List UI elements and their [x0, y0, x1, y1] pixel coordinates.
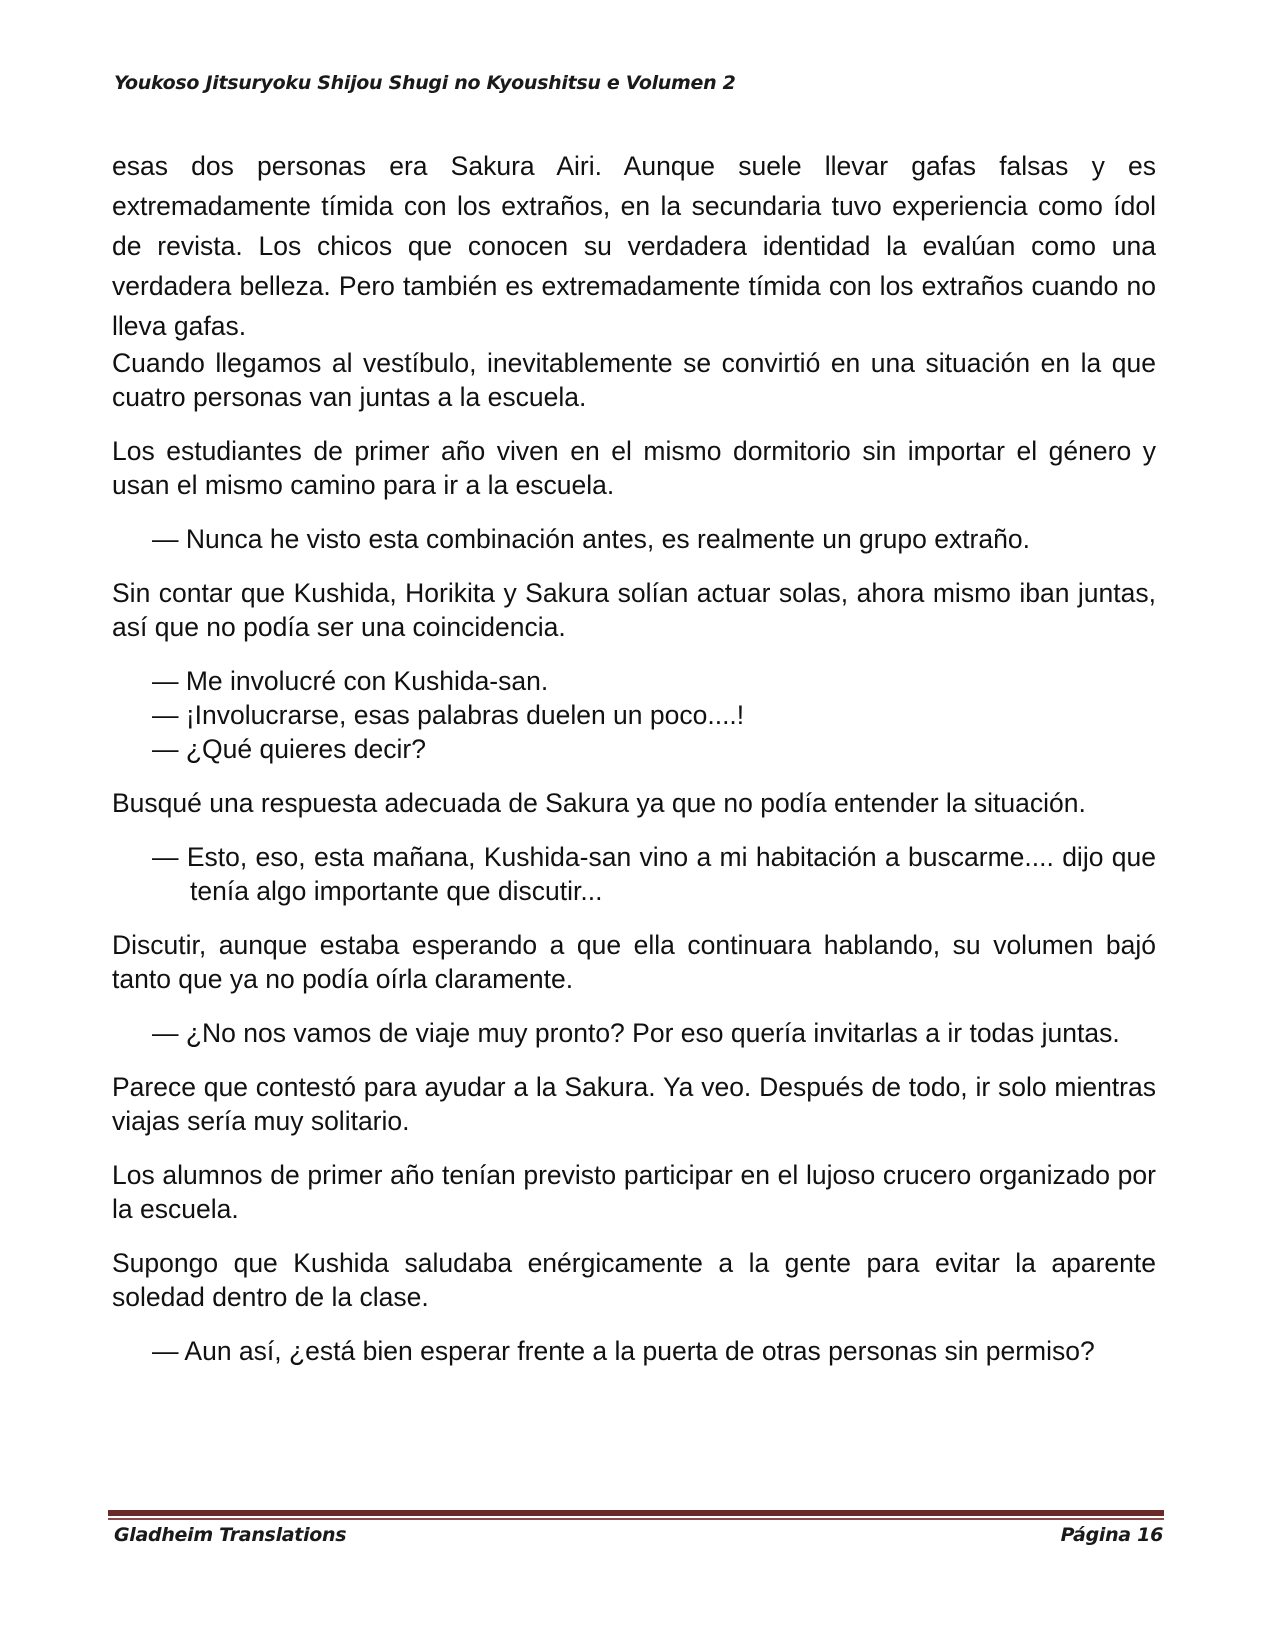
dialogue-line: — Aun así, ¿está bien esperar frente a la puerta de otras personas sin permiso?: [152, 1336, 1095, 1366]
dialogue-line: — ¿No nos vamos de viaje muy pronto? Por eso quería invitarlas a ir todas juntas.: [152, 1018, 1120, 1048]
paragraph: Los alumnos de primer año tenían previsto participar en el lujoso crucero organizado por la escuela.: [112, 1160, 1156, 1224]
footer-rule-thin: [108, 1518, 1164, 1520]
footer-credit: Gladheim Translations: [114, 1524, 347, 1546]
paragraph: Parece que contestó para ayudar a la Sakura. Ya veo. Después de todo, ir solo mientras viajas sería muy solitario.: [112, 1072, 1156, 1136]
page-body: [112, 146, 1156, 1368]
running-header: Youkoso Jitsuryoku Shijou Shugi no Kyoushitsu e Volumen 2: [114, 72, 736, 94]
page-number: Página 16: [1060, 1524, 1163, 1546]
footer-rule: [108, 1510, 1164, 1516]
dialogue-line: — Me involucré con Kushida-san.: [152, 666, 549, 696]
paragraph: Cuando llegamos al vestíbulo, inevitablemente se convirtió en una situación en la que cuatro personas van juntas a la escuela.: [112, 348, 1156, 412]
paragraph: esas dos personas era Sakura Airi. Aunque suele llevar gafas falsas y es extremadamente tímida con los extraños, en la secundaria tuvo experiencia como ídol de revista. Los chicos que conocen su verdadera identidad la evalúan como una verdadera belleza. Pero también es extremadamente tímida con los extraños cuando no lleva gafas.: [112, 151, 1156, 341]
paragraph: Los estudiantes de primer año viven en el mismo dormitorio sin importar el género y usan el mismo camino para ir a la escuela.: [112, 436, 1156, 500]
dialogue-line: — Esto, eso, esta mañana, Kushida-san vino a mi habitación a buscarme.... dijo que tenía algo importante que discutir...: [152, 842, 1156, 906]
paragraph: Supongo que Kushida saludaba enérgicamente a la gente para evitar la aparente soledad dentro de la clase.: [112, 1248, 1156, 1312]
dialogue-line: — Nunca he visto esta combinación antes, es realmente un grupo extraño.: [152, 524, 1030, 554]
paragraph: Discutir, aunque estaba esperando a que ella continuara hablando, su volumen bajó tanto que ya no podía oírla claramente.: [112, 930, 1156, 994]
paragraph: Sin contar que Kushida, Horikita y Sakura solían actuar solas, ahora mismo iban juntas, así que no podía ser una coincidencia.: [112, 578, 1156, 642]
paragraph: Busqué una respuesta adecuada de Sakura ya que no podía entender la situación.: [112, 788, 1086, 818]
dialogue-line: — ¿Qué quieres decir?: [152, 734, 426, 764]
dialogue-line: — ¡Involucrarse, esas palabras duelen un poco....!: [152, 700, 745, 730]
